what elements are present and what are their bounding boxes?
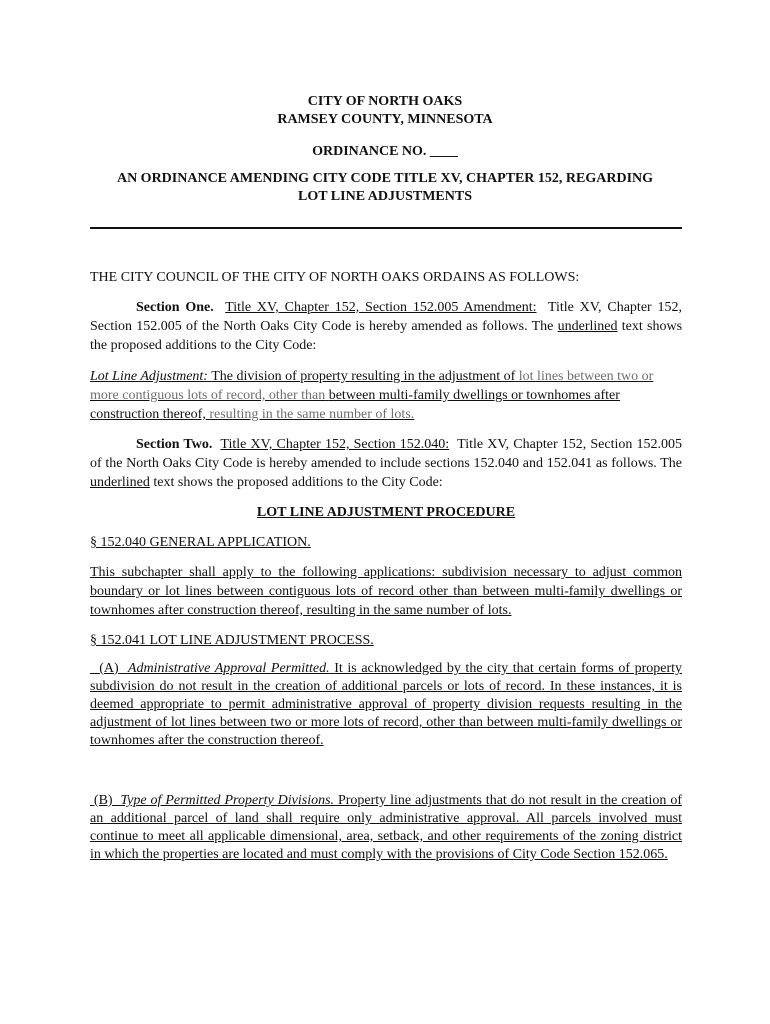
header-divider <box>90 227 682 229</box>
document-header <box>0 93 770 129</box>
procedure-heading: LOT LINE ADJUSTMENT PROCEDURE <box>256 505 516 520</box>
city-name: CITY OF NORTH OAKS <box>307 94 463 109</box>
paragraph-b-text: Property line adjustments that do not result in the creation of an additional parcel of land shall require only administrative approval. All parcels involved must continue to meet all applicable dimensional, area, setback, and other requirements of the zoning district in which the properties are located and must comply with the provisions of City Code Section 152.065. <box>90 793 682 862</box>
definition-term: Lot Line Adjustment: <box>90 369 208 384</box>
general-application-heading: § 152.040 GENERAL APPLICATION. <box>90 535 311 550</box>
definition-struck-text-2: resulting in the same number of lots. <box>209 407 415 422</box>
section-one-text: Title XV, Chapter 152, Section 152.005 of the North Oaks City Code is hereby amended as follows. The <box>90 300 683 334</box>
definition-struck-text-1: lot lines between two or more contiguous lots of record, other than <box>90 369 654 403</box>
section-two-text-end: text shows the proposed additions to the City Code: <box>153 475 443 490</box>
section-one-underlined-word: underlined <box>557 319 618 334</box>
paragraph-a-label: (A) <box>99 661 119 676</box>
paragraph-a <box>90 660 682 750</box>
definition-part-1: The division of property resulting in the adjustment of <box>211 369 516 384</box>
section-one <box>90 298 682 355</box>
section-two-underlined-word: underlined <box>90 475 150 490</box>
paragraph-b <box>90 792 682 864</box>
adjustment-process-heading: § 152.041 LOT LINE ADJUSTMENT PROCESS. <box>90 633 374 648</box>
section-two-text: Title XV, Chapter 152, Section 152.005 of the North Oaks City Code is hereby amended to include sections 152.040 and 152.041 as follows. The <box>90 437 683 471</box>
ordinance-number: ORDINANCE NO. ____ <box>312 144 458 159</box>
paragraph-b-label: (B) <box>93 793 113 808</box>
lot-line-adjustment-definition <box>90 367 682 424</box>
section-two-label: Section Two. <box>136 437 213 452</box>
preamble: THE CITY COUNCIL OF THE CITY OF NORTH OAKS ORDAINS AS FOLLOWS: <box>90 270 580 285</box>
ordinance-title-line-1: AN ORDINANCE AMENDING CITY CODE TITLE XV, CHAPTER 152, REGARDING <box>116 171 654 186</box>
ordinance-title <box>0 170 770 206</box>
ordinance-title-line-2: LOT LINE ADJUSTMENTS <box>297 189 472 204</box>
section-two <box>90 435 682 492</box>
definition-part-2: between multi-family dwellings or townhomes after construction thereof, <box>90 388 620 422</box>
section-two-reference: Title XV, Chapter 152, Section 152.040: <box>220 437 450 452</box>
general-application-text: This subchapter shall apply to the following applications: subdivision necessary to adjust common boundary or lot lines between contiguous lots of record other than between multi-family dwellings or townhomes after construction thereof, resulting in the same number of lots. <box>90 565 682 618</box>
paragraph-a-title: Administrative Approval Permitted. <box>127 661 330 676</box>
section-one-text-end: text shows the proposed additions to the City Code: <box>90 319 683 353</box>
paragraph-a-text: It is acknowledged by the city that certain forms of property subdivision do not result in the creation of additional parcels or lots of record. In these instances, it is deemed appropriate to permit administrative approval of property division requests resulting in the adjustment of lot lines between two or more lots of record, other than between multi-family dwellings or townhomes after the construction thereof. <box>90 661 683 748</box>
section-one-label: Section One. <box>136 300 214 315</box>
county-name: RAMSEY COUNTY, MINNESOTA <box>277 112 493 127</box>
paragraph-b-title: Type of Permitted Property Divisions. <box>120 793 335 808</box>
section-one-reference: Title XV, Chapter 152, Section 152.005 Amendment: <box>225 300 537 315</box>
